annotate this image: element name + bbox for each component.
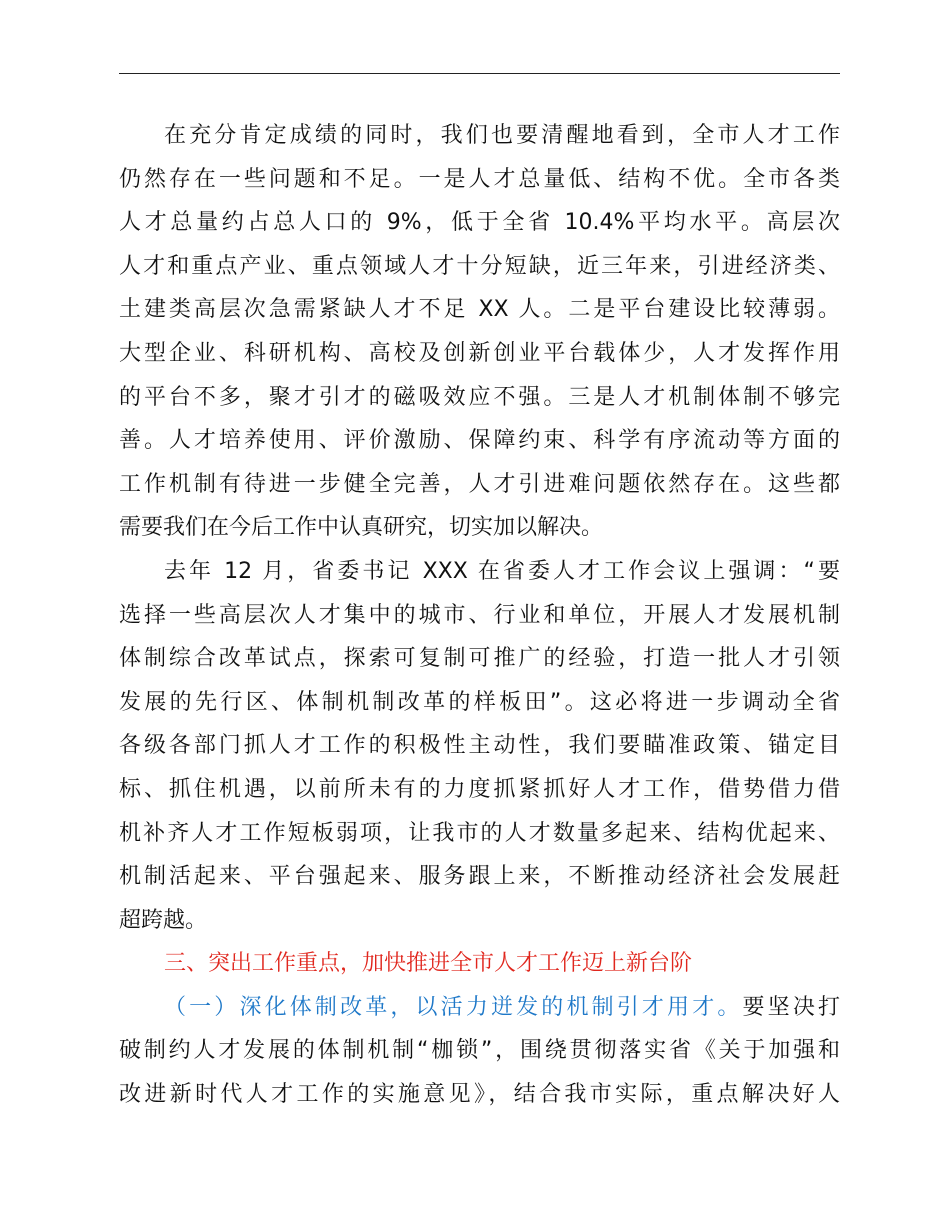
text-line: 机补齐人才工作短板弱项，让我市的人才数量多起来、结构优起来、 [119, 820, 840, 846]
text-line: 土建类高层次急需紧缺人才不足 XX 人。二是平台建设比较薄弱。 [119, 297, 840, 323]
text-line: 机制活起来、平台强起来、服务跟上来，不断推动经济社会发展赶 [119, 864, 840, 890]
paragraph-secretary-quote [119, 550, 840, 942]
paragraph-reform [119, 986, 840, 1117]
header-rule [119, 73, 840, 74]
text-line: 工作机制有待进一步健全完善，人才引进难问题依然存在。这些都 [119, 471, 840, 497]
text-line: 改进新时代人才工作的实施意见》，结合我市实际，重点解决好人 [119, 1082, 840, 1108]
text-line: 的平台不多，聚才引才的磁吸效应不强。三是人才机制体制不够完 [119, 384, 840, 410]
text-line: 在充分肯定成绩的同时，我们也要清醒地看到，全市人才工作 [164, 123, 840, 148]
text-line: 善。人才培养使用、评价激励、保障约束、科学有序流动等方面的 [119, 428, 840, 454]
text-line: 超跨越。 [119, 907, 208, 933]
text-line: 去年 12 月，省委书记 XXX 在省委人才工作会议上强调：“要 [164, 558, 840, 584]
text-line-with-subheading [119, 986, 840, 1030]
subheading: （一）深化体制改革，以活力迸发的机制引才用才。 [164, 994, 743, 1020]
text-line: 发展的先行区、体制机制改革的样板田”。这必将进一步调动全省 [119, 689, 840, 715]
text-line: 需要我们在今后工作中认真研究，切实加以解决。 [119, 515, 604, 541]
text-line: 人才和重点产业、重点领域人才十分短缺，近三年来，引进经济类、 [119, 253, 840, 279]
section-heading: 三、突出工作重点，加快推进全市人才工作迈上新台阶 [164, 951, 693, 977]
text-fragment: 要坚决打 [742, 994, 840, 1020]
text-line: 破制约人才发展的体制机制“枷锁”，围绕贯彻落实省《关于加强和 [119, 1038, 840, 1064]
text-line: 体制综合改革试点，探索可复制可推广的经验，打造一批人才引领 [119, 646, 840, 672]
text-line: 选择一些高层次人才集中的城市、行业和单位，开展人才发展机制 [119, 602, 840, 628]
document-body [119, 114, 840, 1117]
text-line: 人才总量约占总人口的 9%，低于全省 10.4%平均水平。高层次 [119, 210, 840, 236]
text-line: 仍然存在一些问题和不足。一是人才总量低、结构不优。全市各类 [119, 166, 840, 192]
text-line: 大型企业、科研机构、高校及创新创业平台载体少，人才发挥作用 [119, 340, 840, 366]
text-line: 各级各部门抓人才工作的积极性主动性，我们要瞄准政策、锚定目 [119, 733, 840, 759]
text-line: 标、抓住机遇，以前所未有的力度抓紧抓好人才工作，借势借力借 [119, 776, 840, 802]
paragraph-problems [119, 114, 840, 550]
